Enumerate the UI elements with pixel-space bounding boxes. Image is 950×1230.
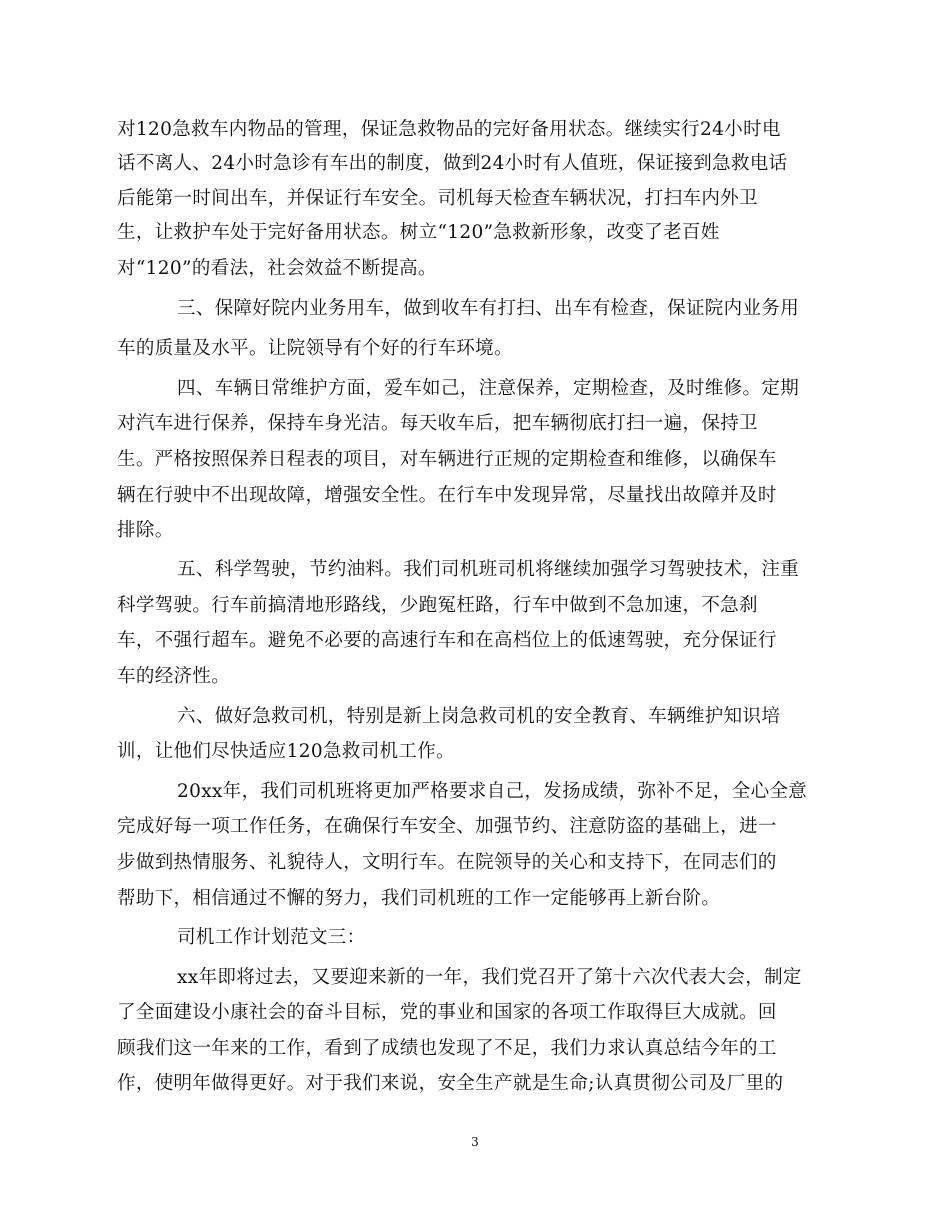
body-text-line: 步做到热情服务、礼貌待人，文明行车。在院领导的关心和支持下，在同志们的 bbox=[117, 852, 777, 873]
body-text-line: 生。严格按照保养日程表的项目，对车辆进行正规的定期检查和维修，以确保车 bbox=[117, 449, 777, 470]
page-number: 3 bbox=[471, 1135, 479, 1149]
body-text-line: 科学驾驶。行车前搞清地形路线，少跑冤枉路，行车中做到不急加速，不急刹 bbox=[117, 595, 758, 616]
body-text-line: 顾我们这一年来的工作，看到了成绩也发现了不足，我们力求认真总结今年的工 bbox=[117, 1038, 777, 1059]
body-text-line: 完成好每一项工作任务，在确保行车安全、加强节约、注意防盗的基础上，进一 bbox=[117, 816, 777, 837]
body-text-line: 三、保障好院内业务用车，做到收车有打扫、出车有检查，保证院内业务用 bbox=[177, 298, 800, 319]
body-text-line: xx年即将过去，又要迎来新的一年，我们党召开了第十六次代表大会，制定 bbox=[177, 967, 802, 988]
body-text-line: 20xx年，我们司机班将更加严格要求自己，发扬成绩，弥补不足，全心全意 bbox=[177, 781, 808, 802]
body-text-line: 五、科学驾驶，节约油料。我们司机班司机将继续加强学习驾驶技术，注重 bbox=[177, 559, 800, 580]
body-text-line: 四、车辆日常维护方面，爱车如己，注意保养，定期检查，及时维修。定期 bbox=[177, 378, 800, 399]
body-text-line: 训，让他们尽快适应120急救司机工作。 bbox=[117, 741, 455, 762]
body-text-line: 对汽车进行保养，保持车身光洁。每天收车后，把车辆彻底打扫一遍，保持卫 bbox=[117, 413, 758, 434]
body-text-line: 帮助下，相信通过不懈的努力，我们司机班的工作一定能够再上新台阶。 bbox=[117, 888, 721, 909]
body-text-line: 生，让救护车处于完好备用状态。树立“120”急救新形象，改变了老百姓 bbox=[117, 222, 720, 243]
body-text-line: 了全面建设小康社会的奋斗目标，党的事业和国家的各项工作取得巨大成就。回 bbox=[117, 1002, 777, 1023]
body-text-line: 排除。 bbox=[117, 520, 174, 541]
body-text-line: 后能第一时间出车，并保证行车安全。司机每天检查车辆状况，打扫车内外卫 bbox=[117, 188, 758, 209]
body-text-line: 六、做好急救司机，特别是新上岗急救司机的安全教育、车辆维护知识培 bbox=[177, 706, 781, 727]
body-text-line: 车的质量及水平。让院领导有个好的行车环境。 bbox=[117, 338, 513, 359]
body-text-line: 车，不强行超车。避免不必要的高速行车和在高档位上的低速驾驶，充分保证行 bbox=[117, 630, 777, 651]
body-text-line: 对120急救车内物品的管理，保证急救物品的完好备用状态。继续实行24小时电 bbox=[117, 119, 781, 140]
body-text-line: 作，使明年做得更好。对于我们来说，安全生产就是生命;认真贯彻公司及厂里的 bbox=[117, 1073, 784, 1094]
body-text-line: 对“120”的看法，社会效益不断提高。 bbox=[117, 258, 437, 279]
body-text-line: 话不离人、24小时急诊有车出的制度，做到24小时有人值班，保证接到急救电话 bbox=[117, 153, 788, 174]
section-heading: 司机工作计划范文三： bbox=[177, 927, 366, 948]
body-text-line: 辆在行驶中不出现故障，增强安全性。在行车中发现异常，尽量找出故障并及时 bbox=[117, 485, 777, 506]
body-text-line: 车的经济性。 bbox=[117, 666, 231, 687]
